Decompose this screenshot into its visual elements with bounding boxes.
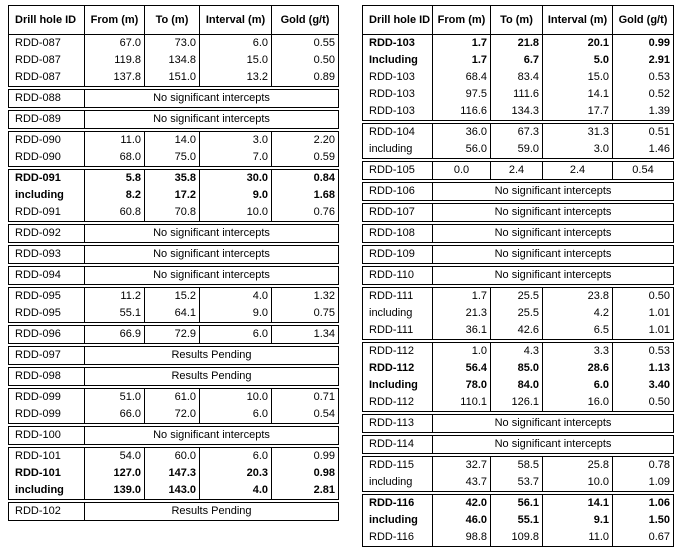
results-table-left xyxy=(8,5,339,521)
to-m-cell: 67.3 xyxy=(491,124,543,142)
table-row xyxy=(9,305,339,323)
status-note-cell: No significant intercepts xyxy=(433,204,674,222)
drill-hole-id-cell: including xyxy=(363,305,433,322)
from-m-cell: 98.8 xyxy=(433,529,491,547)
table-row xyxy=(363,267,674,285)
to-m-cell: 60.0 xyxy=(145,448,200,466)
to-m-cell: 73.0 xyxy=(145,35,200,53)
gold-gpt-cell: 0.78 xyxy=(613,457,674,475)
status-note-cell: No significant intercepts xyxy=(85,246,339,264)
interval-m-cell: 9.0 xyxy=(200,187,272,204)
drill-hole-id-cell: RDD-102 xyxy=(9,503,85,521)
header-from-m: From (m) xyxy=(433,6,491,35)
drill-hole-id-cell: RDD-100 xyxy=(9,427,85,445)
status-note-cell: No significant intercepts xyxy=(85,111,339,129)
table-row xyxy=(9,52,339,69)
drill-hole-id-cell: RDD-091 xyxy=(9,204,85,222)
drill-hole-id-cell: RDD-091 xyxy=(9,170,85,188)
interval-m-cell: 20.1 xyxy=(543,35,613,53)
gold-gpt-cell: 1.09 xyxy=(613,474,674,492)
interval-m-cell: 31.3 xyxy=(543,124,613,142)
from-m-cell: 97.5 xyxy=(433,86,491,103)
header-gold-gpt: Gold (g/t) xyxy=(613,6,674,35)
to-m-cell: 143.0 xyxy=(145,482,200,500)
drill-hole-id-cell: RDD-107 xyxy=(363,204,433,222)
to-m-cell: 25.5 xyxy=(491,288,543,306)
drill-hole-id-cell: RDD-099 xyxy=(9,389,85,407)
drill-hole-id-cell: RDD-108 xyxy=(363,225,433,243)
drill-hole-id-cell: Including xyxy=(363,52,433,69)
interval-m-cell: 6.0 xyxy=(543,377,613,394)
gold-gpt-cell: 1.32 xyxy=(272,288,339,306)
gold-gpt-cell: 0.71 xyxy=(272,389,339,407)
status-note-cell: No significant intercepts xyxy=(433,183,674,201)
gold-gpt-cell: 0.98 xyxy=(272,465,339,482)
drill-hole-id-cell: RDD-092 xyxy=(9,225,85,243)
drill-hole-id-cell: RDD-090 xyxy=(9,132,85,150)
gold-gpt-cell: 0.67 xyxy=(613,529,674,547)
header-interval-m: Interval (m) xyxy=(543,6,613,35)
status-note-cell: No significant intercepts xyxy=(85,90,339,108)
from-m-cell: 43.7 xyxy=(433,474,491,492)
to-m-cell: 61.0 xyxy=(145,389,200,407)
interval-m-cell: 14.1 xyxy=(543,86,613,103)
table-row xyxy=(363,204,674,222)
gold-gpt-cell: 0.99 xyxy=(613,35,674,53)
drill-hole-id-cell: RDD-093 xyxy=(9,246,85,264)
to-m-cell: 126.1 xyxy=(491,394,543,412)
to-m-cell: 134.3 xyxy=(491,103,543,121)
drill-hole-id-cell: RDD-101 xyxy=(9,448,85,466)
gold-gpt-cell: 0.55 xyxy=(272,35,339,53)
from-m-cell: 11.2 xyxy=(85,288,145,306)
drill-hole-id-cell: including xyxy=(363,474,433,492)
status-note-cell: No significant intercepts xyxy=(433,436,674,454)
from-m-cell: 1.7 xyxy=(433,35,491,53)
from-m-cell: 36.0 xyxy=(433,124,491,142)
results-table-right xyxy=(362,5,674,547)
drill-hole-id-cell: RDD-103 xyxy=(363,35,433,53)
interval-m-cell: 3.0 xyxy=(543,141,613,159)
interval-m-cell: 9.0 xyxy=(200,305,272,323)
from-m-cell: 78.0 xyxy=(433,377,491,394)
table-row xyxy=(363,52,674,69)
table-row xyxy=(9,427,339,445)
from-m-cell: 5.8 xyxy=(85,170,145,188)
gold-gpt-cell: 0.76 xyxy=(272,204,339,222)
from-m-cell: 66.0 xyxy=(85,406,145,424)
gold-gpt-cell: 1.01 xyxy=(613,305,674,322)
interval-m-cell: 6.0 xyxy=(200,448,272,466)
gold-gpt-cell: 0.53 xyxy=(613,69,674,86)
status-note-cell: No significant intercepts xyxy=(433,267,674,285)
interval-m-cell: 5.0 xyxy=(543,52,613,69)
to-m-cell: 59.0 xyxy=(491,141,543,159)
interval-m-cell: 10.0 xyxy=(543,474,613,492)
from-m-cell: 54.0 xyxy=(85,448,145,466)
from-m-cell: 56.0 xyxy=(433,141,491,159)
table-row xyxy=(9,132,339,150)
drill-hole-id-cell: RDD-110 xyxy=(363,267,433,285)
drill-hole-id-cell: RDD-109 xyxy=(363,246,433,264)
table-row xyxy=(363,415,674,433)
gold-gpt-cell: 2.91 xyxy=(613,52,674,69)
drill-hole-id-cell: RDD-113 xyxy=(363,415,433,433)
gold-gpt-cell: 2.20 xyxy=(272,132,339,150)
to-m-cell: 56.1 xyxy=(491,495,543,513)
gold-gpt-cell: 1.34 xyxy=(272,326,339,344)
table-row xyxy=(363,322,674,340)
interval-m-cell: 15.0 xyxy=(200,52,272,69)
header-row xyxy=(363,6,674,35)
gold-gpt-cell: 0.99 xyxy=(272,448,339,466)
status-note-cell: Results Pending xyxy=(85,347,339,365)
interval-m-cell: 14.1 xyxy=(543,495,613,513)
header-drill-hole-id: Drill hole ID xyxy=(363,6,433,35)
status-note-cell: No significant intercepts xyxy=(85,267,339,285)
gold-gpt-cell: 0.54 xyxy=(613,162,674,180)
table-row xyxy=(9,448,339,466)
table-row xyxy=(363,305,674,322)
gold-gpt-cell: 3.40 xyxy=(613,377,674,394)
drill-hole-id-cell: Including xyxy=(363,377,433,394)
drill-hole-id-cell: including xyxy=(363,512,433,529)
from-m-cell: 119.8 xyxy=(85,52,145,69)
from-m-cell: 137.8 xyxy=(85,69,145,87)
table-row xyxy=(363,288,674,306)
to-m-cell: 58.5 xyxy=(491,457,543,475)
interval-m-cell: 30.0 xyxy=(200,170,272,188)
gold-gpt-cell: 2.81 xyxy=(272,482,339,500)
to-m-cell: 84.0 xyxy=(491,377,543,394)
table-row xyxy=(363,457,674,475)
from-m-cell: 116.6 xyxy=(433,103,491,121)
table-row xyxy=(363,162,674,180)
gold-gpt-cell: 1.39 xyxy=(613,103,674,121)
table-row xyxy=(9,267,339,285)
from-m-cell: 51.0 xyxy=(85,389,145,407)
from-m-cell: 46.0 xyxy=(433,512,491,529)
to-m-cell: 151.0 xyxy=(145,69,200,87)
interval-m-cell: 10.0 xyxy=(200,389,272,407)
to-m-cell: 85.0 xyxy=(491,360,543,377)
to-m-cell: 25.5 xyxy=(491,305,543,322)
drill-hole-id-cell: RDD-097 xyxy=(9,347,85,365)
drill-hole-id-cell: RDD-111 xyxy=(363,288,433,306)
from-m-cell: 139.0 xyxy=(85,482,145,500)
drill-hole-id-cell: RDD-114 xyxy=(363,436,433,454)
gold-gpt-cell: 1.06 xyxy=(613,495,674,513)
to-m-cell: 21.8 xyxy=(491,35,543,53)
table-row xyxy=(363,474,674,492)
interval-m-cell: 17.7 xyxy=(543,103,613,121)
interval-m-cell: 15.0 xyxy=(543,69,613,86)
status-note-cell: No significant intercepts xyxy=(85,225,339,243)
drill-hole-id-cell: RDD-101 xyxy=(9,465,85,482)
interval-m-cell: 10.0 xyxy=(200,204,272,222)
drill-hole-id-cell: RDD-087 xyxy=(9,52,85,69)
gold-gpt-cell: 0.50 xyxy=(613,288,674,306)
drill-hole-id-cell: RDD-098 xyxy=(9,368,85,386)
table-row xyxy=(363,343,674,361)
gold-gpt-cell: 0.84 xyxy=(272,170,339,188)
to-m-cell: 55.1 xyxy=(491,512,543,529)
table-row xyxy=(363,360,674,377)
status-note-cell: No significant intercepts xyxy=(433,225,674,243)
drill-hole-id-cell: RDD-112 xyxy=(363,394,433,412)
table-row xyxy=(9,170,339,188)
table-row xyxy=(363,35,674,53)
drill-hole-id-cell: RDD-116 xyxy=(363,529,433,547)
to-m-cell: 15.2 xyxy=(145,288,200,306)
table-row xyxy=(9,465,339,482)
from-m-cell: 60.8 xyxy=(85,204,145,222)
table-row xyxy=(9,389,339,407)
interval-m-cell: 9.1 xyxy=(543,512,613,529)
table-row xyxy=(363,436,674,454)
from-m-cell: 68.4 xyxy=(433,69,491,86)
drill-hole-id-cell: RDD-105 xyxy=(363,162,433,180)
from-m-cell: 42.0 xyxy=(433,495,491,513)
gold-gpt-cell: 0.59 xyxy=(272,149,339,167)
interval-m-cell: 4.2 xyxy=(543,305,613,322)
table-row xyxy=(9,69,339,87)
table-row xyxy=(363,225,674,243)
status-note-cell: Results Pending xyxy=(85,368,339,386)
interval-m-cell: 3.3 xyxy=(543,343,613,361)
table-row xyxy=(363,246,674,264)
table-row xyxy=(363,394,674,412)
table-row xyxy=(363,141,674,159)
header-gold-gpt: Gold (g/t) xyxy=(272,6,339,35)
drill-hole-id-cell: RDD-103 xyxy=(363,86,433,103)
to-m-cell: 64.1 xyxy=(145,305,200,323)
gold-gpt-cell: 1.01 xyxy=(613,322,674,340)
interval-m-cell: 4.0 xyxy=(200,482,272,500)
table-row xyxy=(9,246,339,264)
drill-hole-id-cell: RDD-111 xyxy=(363,322,433,340)
table-row xyxy=(9,35,339,53)
drill-hole-id-cell: RDD-094 xyxy=(9,267,85,285)
to-m-cell: 35.8 xyxy=(145,170,200,188)
to-m-cell: 53.7 xyxy=(491,474,543,492)
interval-m-cell: 23.8 xyxy=(543,288,613,306)
to-m-cell: 72.9 xyxy=(145,326,200,344)
from-m-cell: 21.3 xyxy=(433,305,491,322)
gold-gpt-cell: 0.52 xyxy=(613,86,674,103)
gold-gpt-cell: 1.50 xyxy=(613,512,674,529)
drill-hole-id-cell: RDD-095 xyxy=(9,305,85,323)
table-row xyxy=(363,183,674,201)
drill-hole-id-cell: RDD-112 xyxy=(363,343,433,361)
drill-hole-id-cell: RDD-088 xyxy=(9,90,85,108)
gold-gpt-cell: 1.68 xyxy=(272,187,339,204)
status-note-cell: No significant intercepts xyxy=(433,415,674,433)
interval-m-cell: 20.3 xyxy=(200,465,272,482)
table-row xyxy=(9,225,339,243)
from-m-cell: 66.9 xyxy=(85,326,145,344)
drill-hole-id-cell: RDD-103 xyxy=(363,69,433,86)
to-m-cell: 42.6 xyxy=(491,322,543,340)
table-row xyxy=(363,86,674,103)
drill-hole-id-cell: including xyxy=(9,482,85,500)
drill-hole-id-cell: RDD-095 xyxy=(9,288,85,306)
to-m-cell: 111.6 xyxy=(491,86,543,103)
drill-hole-id-cell: RDD-112 xyxy=(363,360,433,377)
header-from-m: From (m) xyxy=(85,6,145,35)
interval-m-cell: 13.2 xyxy=(200,69,272,87)
table-row xyxy=(363,377,674,394)
table-row xyxy=(9,368,339,386)
from-m-cell: 55.1 xyxy=(85,305,145,323)
drill-hole-id-cell: RDD-096 xyxy=(9,326,85,344)
header-to-m: To (m) xyxy=(491,6,543,35)
interval-m-cell: 25.8 xyxy=(543,457,613,475)
drill-hole-id-cell: RDD-090 xyxy=(9,149,85,167)
gold-gpt-cell: 0.54 xyxy=(272,406,339,424)
table-row xyxy=(9,406,339,424)
to-m-cell: 72.0 xyxy=(145,406,200,424)
table-row xyxy=(9,149,339,167)
interval-m-cell: 28.6 xyxy=(543,360,613,377)
to-m-cell: 4.3 xyxy=(491,343,543,361)
interval-m-cell: 2.4 xyxy=(543,162,613,180)
interval-m-cell: 16.0 xyxy=(543,394,613,412)
to-m-cell: 2.4 xyxy=(491,162,543,180)
drill-hole-id-cell: RDD-099 xyxy=(9,406,85,424)
header-drill-hole-id: Drill hole ID xyxy=(9,6,85,35)
from-m-cell: 110.1 xyxy=(433,394,491,412)
from-m-cell: 1.7 xyxy=(433,52,491,69)
gold-gpt-cell: 0.51 xyxy=(613,124,674,142)
gold-gpt-cell: 0.75 xyxy=(272,305,339,323)
drill-hole-id-cell: RDD-104 xyxy=(363,124,433,142)
drill-hole-id-cell: RDD-106 xyxy=(363,183,433,201)
interval-m-cell: 4.0 xyxy=(200,288,272,306)
gold-gpt-cell: 0.50 xyxy=(272,52,339,69)
table-row xyxy=(9,90,339,108)
header-to-m: To (m) xyxy=(145,6,200,35)
drill-hole-id-cell: RDD-087 xyxy=(9,35,85,53)
to-m-cell: 134.8 xyxy=(145,52,200,69)
table-row xyxy=(9,187,339,204)
table-row xyxy=(9,503,339,521)
table-row xyxy=(9,204,339,222)
drill-hole-id-cell: RDD-103 xyxy=(363,103,433,121)
from-m-cell: 11.0 xyxy=(85,132,145,150)
gold-gpt-cell: 0.50 xyxy=(613,394,674,412)
header-interval-m: Interval (m) xyxy=(200,6,272,35)
status-note-cell: No significant intercepts xyxy=(433,246,674,264)
interval-m-cell: 3.0 xyxy=(200,132,272,150)
status-note-cell: No significant intercepts xyxy=(85,427,339,445)
interval-m-cell: 7.0 xyxy=(200,149,272,167)
interval-m-cell: 6.0 xyxy=(200,35,272,53)
from-m-cell: 68.0 xyxy=(85,149,145,167)
table-row xyxy=(9,288,339,306)
from-m-cell: 56.4 xyxy=(433,360,491,377)
interval-m-cell: 6.0 xyxy=(200,326,272,344)
from-m-cell: 1.0 xyxy=(433,343,491,361)
gold-gpt-cell: 0.53 xyxy=(613,343,674,361)
to-m-cell: 109.8 xyxy=(491,529,543,547)
from-m-cell: 127.0 xyxy=(85,465,145,482)
drill-hole-id-cell: RDD-115 xyxy=(363,457,433,475)
from-m-cell: 67.0 xyxy=(85,35,145,53)
drill-hole-id-cell: RDD-089 xyxy=(9,111,85,129)
from-m-cell: 32.7 xyxy=(433,457,491,475)
table-row xyxy=(363,124,674,142)
drill-hole-id-cell: including xyxy=(9,187,85,204)
to-m-cell: 6.7 xyxy=(491,52,543,69)
table-row xyxy=(363,529,674,547)
header-row xyxy=(9,6,339,35)
table-row xyxy=(9,347,339,365)
table-row xyxy=(363,512,674,529)
from-m-cell: 8.2 xyxy=(85,187,145,204)
gold-gpt-cell: 1.46 xyxy=(613,141,674,159)
table-row xyxy=(9,111,339,129)
from-m-cell: 1.7 xyxy=(433,288,491,306)
table-row xyxy=(363,495,674,513)
to-m-cell: 70.8 xyxy=(145,204,200,222)
table-row xyxy=(363,103,674,121)
drill-hole-id-cell: RDD-087 xyxy=(9,69,85,87)
to-m-cell: 14.0 xyxy=(145,132,200,150)
interval-m-cell: 6.0 xyxy=(200,406,272,424)
status-note-cell: Results Pending xyxy=(85,503,339,521)
to-m-cell: 17.2 xyxy=(145,187,200,204)
gold-gpt-cell: 1.13 xyxy=(613,360,674,377)
interval-m-cell: 11.0 xyxy=(543,529,613,547)
table-row xyxy=(9,326,339,344)
from-m-cell: 36.1 xyxy=(433,322,491,340)
interval-m-cell: 6.5 xyxy=(543,322,613,340)
gold-gpt-cell: 0.89 xyxy=(272,69,339,87)
drill-hole-id-cell: RDD-116 xyxy=(363,495,433,513)
table-row xyxy=(9,482,339,500)
table-row xyxy=(363,69,674,86)
from-m-cell: 0.0 xyxy=(433,162,491,180)
to-m-cell: 147.3 xyxy=(145,465,200,482)
to-m-cell: 75.0 xyxy=(145,149,200,167)
to-m-cell: 83.4 xyxy=(491,69,543,86)
drill-hole-id-cell: including xyxy=(363,141,433,159)
